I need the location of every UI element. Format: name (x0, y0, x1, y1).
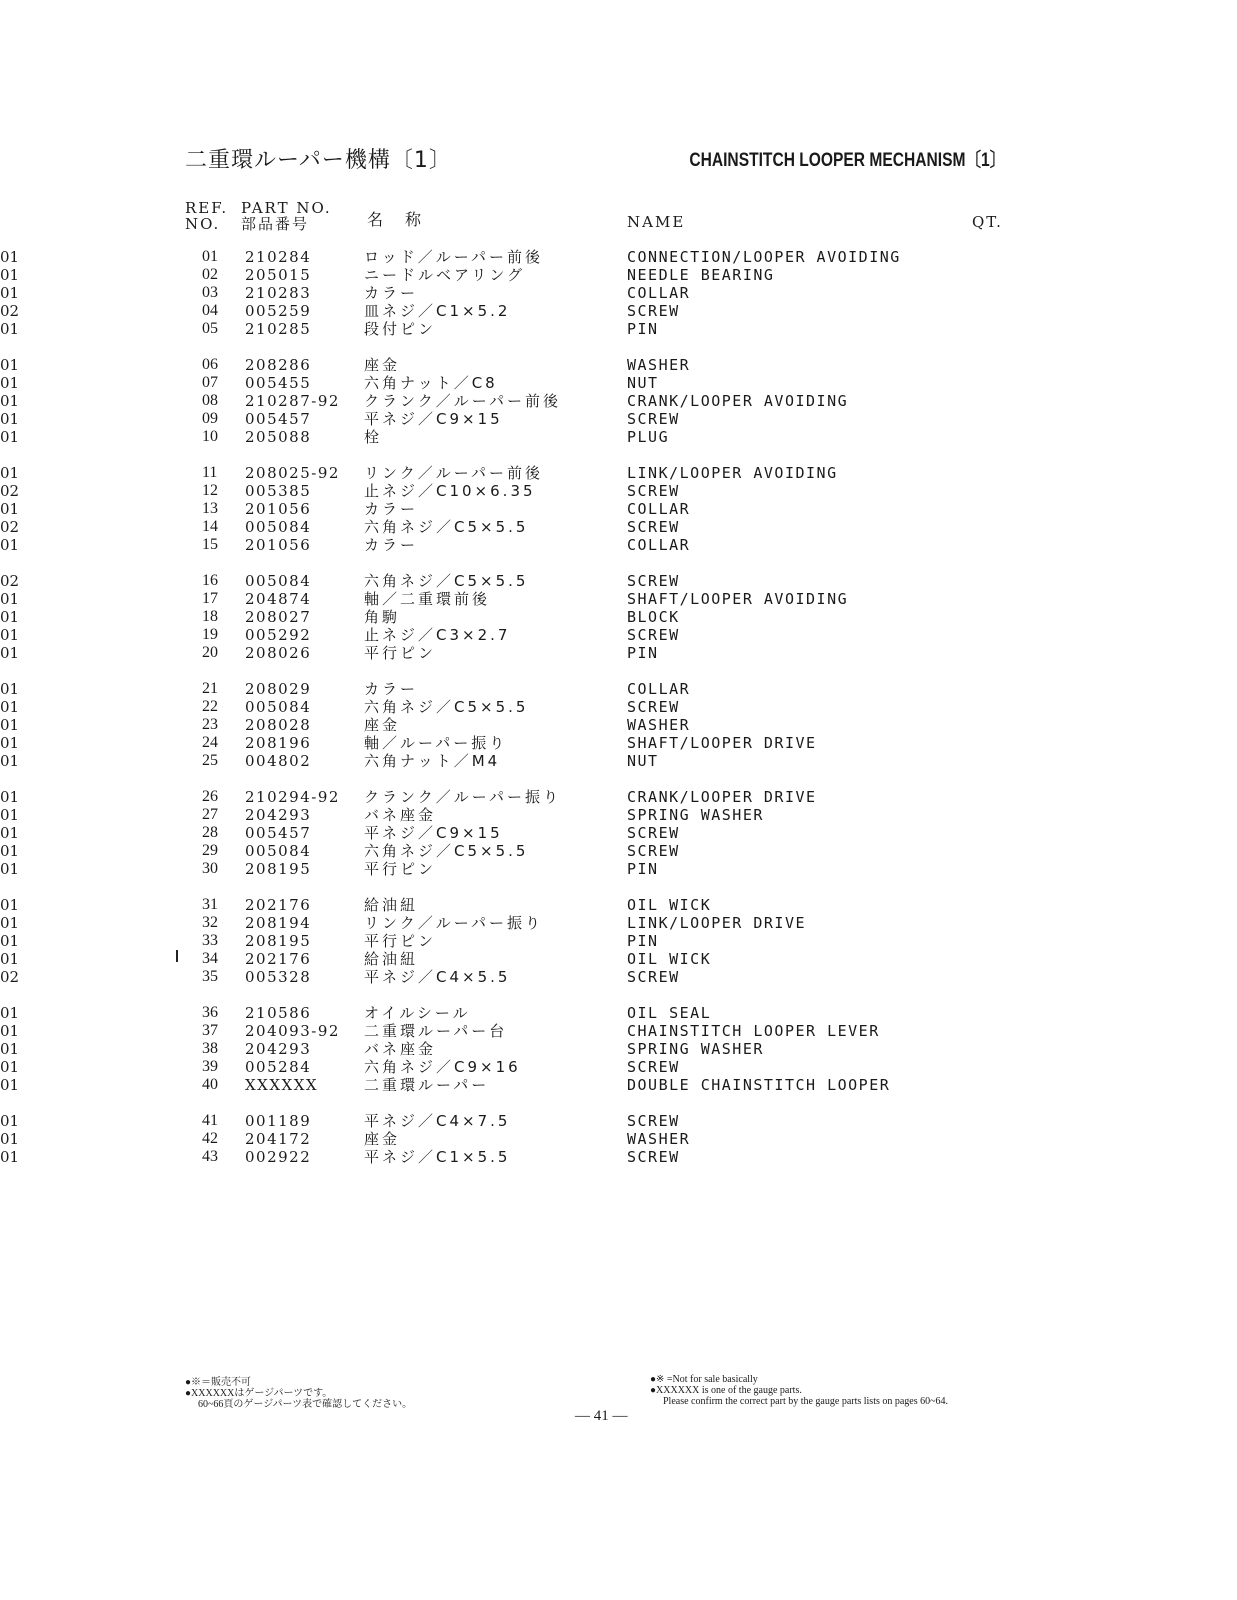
table-row (0, 752, 1237, 770)
part-name: SCREW (627, 1058, 680, 1076)
jp-name: 止ネジ／C10×6.35 (364, 482, 536, 500)
table-row (0, 1040, 1237, 1058)
footnote-en-line: ●※ =Not for sale basically (650, 1374, 758, 1385)
jp-name: ロッド／ルーパー前後 (364, 248, 543, 266)
jp-name: 六角ナット／M4 (364, 752, 501, 770)
ref-number: 32 (202, 914, 218, 931)
ref-number: 35 (202, 968, 218, 985)
part-number: 210284 (245, 248, 312, 266)
part-name: SCREW (627, 698, 680, 716)
jp-name: 平行ピン (364, 644, 437, 662)
part-name: SCREW (627, 842, 680, 860)
ref-number: 41 (202, 1112, 218, 1129)
table-row (0, 392, 1237, 410)
jp-name: ニードルベアリング (364, 266, 526, 284)
part-number: 208286 (245, 356, 312, 374)
part-name: DOUBLE CHAINSTITCH LOOPER (627, 1076, 891, 1094)
quantity: 01 (0, 860, 20, 878)
table-row (0, 968, 1237, 986)
ref-number: 34 (202, 950, 218, 967)
jp-name: 六角ナット／C8 (364, 374, 498, 392)
part-name: OIL WICK (627, 950, 712, 968)
table-row (0, 464, 1237, 482)
quantity: 01 (0, 374, 20, 392)
part-number: 204293 (245, 806, 312, 824)
quantity: 01 (0, 392, 20, 410)
quantity: 02 (0, 302, 20, 320)
table-row (0, 824, 1237, 842)
part-number: 005084 (245, 572, 312, 590)
footnote-en-line: ●XXXXXX is one of the gauge parts. (650, 1385, 802, 1396)
table-row (0, 860, 1237, 878)
part-number: 208029 (245, 680, 312, 698)
ref-number: 31 (202, 896, 218, 913)
quantity: 01 (0, 680, 20, 698)
column-header-name: NAME (627, 213, 686, 231)
part-number: 004802 (245, 752, 312, 770)
jp-name: 給油紐 (364, 950, 419, 968)
jp-name: 平ネジ／C4×5.5 (364, 968, 511, 986)
ref-number: 36 (202, 1004, 218, 1021)
table-row (0, 698, 1237, 716)
table-row (0, 734, 1237, 752)
quantity: 01 (0, 788, 20, 806)
quantity: 01 (0, 950, 20, 968)
column-header-part-no: PART NO. 部品番号 (241, 199, 332, 233)
ref-number: 22 (202, 698, 218, 715)
quantity: 01 (0, 734, 20, 752)
ref-number: 06 (202, 356, 218, 373)
jp-name: リンク／ルーパー前後 (364, 464, 543, 482)
jp-name: カラー (364, 284, 419, 302)
part-name: OIL SEAL (627, 1004, 712, 1022)
quantity: 01 (0, 626, 20, 644)
jp-name: 平ネジ／C4×7.5 (364, 1112, 511, 1130)
part-number: 208025-92 (245, 464, 340, 482)
part-name: BLOCK (627, 608, 680, 626)
column-header-jp-name: 名称 (367, 210, 444, 229)
table-row (0, 680, 1237, 698)
part-name: SCREW (627, 626, 680, 644)
quantity: 01 (0, 1058, 20, 1076)
jp-name: 止ネジ／C3×2.7 (364, 626, 511, 644)
parts-group (0, 1004, 1237, 1094)
table-row (0, 248, 1237, 266)
table-row (0, 1112, 1237, 1130)
jp-name: 給油紐 (364, 896, 419, 914)
jp-name: カラー (364, 536, 419, 554)
quantity: 01 (0, 1076, 20, 1094)
part-number: 208196 (245, 734, 312, 752)
ref-number: 43 (202, 1148, 218, 1165)
quantity: 01 (0, 1130, 20, 1148)
part-number: 005457 (245, 410, 312, 428)
part-number: 204093-92 (245, 1022, 340, 1040)
page-number: — 41 — (575, 1408, 628, 1424)
ref-number: 18 (202, 608, 218, 625)
part-number: 005084 (245, 842, 312, 860)
part-number: 208194 (245, 914, 312, 932)
parts-group (0, 788, 1237, 878)
part-number: 210285 (245, 320, 312, 338)
part-number: 210294-92 (245, 788, 340, 806)
quantity: 01 (0, 248, 20, 266)
parts-group (0, 680, 1237, 770)
quantity: 01 (0, 284, 20, 302)
ref-number: 13 (202, 500, 218, 517)
table-row (0, 806, 1237, 824)
part-number: 208027 (245, 608, 312, 626)
part-name: COLLAR (627, 680, 691, 698)
table-row (0, 644, 1237, 662)
part-name: NEEDLE BEARING (627, 266, 775, 284)
jp-name: 皿ネジ／C1×5.2 (364, 302, 511, 320)
table-row (0, 1076, 1237, 1094)
table-row (0, 1148, 1237, 1166)
part-number: 204293 (245, 1040, 312, 1058)
quantity: 01 (0, 806, 20, 824)
footnote-jp (185, 1377, 412, 1410)
jp-name: 段付ピン (364, 320, 437, 338)
part-name: OIL WICK (627, 896, 712, 914)
part-name: SHAFT/LOOPER DRIVE (627, 734, 817, 752)
table-row (0, 374, 1237, 392)
part-name: CRANK/LOOPER DRIVE (627, 788, 817, 806)
part-name: SCREW (627, 410, 680, 428)
quantity: 01 (0, 914, 20, 932)
table-row (0, 1058, 1237, 1076)
jp-name: カラー (364, 680, 419, 698)
quantity: 01 (0, 608, 20, 626)
jp-name: 栓 (364, 428, 383, 446)
quantity: 01 (0, 536, 20, 554)
ref-number: 15 (202, 536, 218, 553)
quantity: 01 (0, 356, 20, 374)
part-name: PLUG (627, 428, 670, 446)
part-name: PIN (627, 644, 659, 662)
jp-name: 平行ピン (364, 932, 437, 950)
parts-group (0, 1112, 1237, 1166)
part-name: SCREW (627, 824, 680, 842)
ref-number: 16 (202, 572, 218, 589)
table-row (0, 608, 1237, 626)
table-row (0, 572, 1237, 590)
jp-name: 座金 (364, 716, 401, 734)
quantity: 01 (0, 644, 20, 662)
ref-number: 27 (202, 806, 218, 823)
part-number: 005259 (245, 302, 312, 320)
jp-name: バネ座金 (364, 806, 437, 824)
table-row (0, 320, 1237, 338)
jp-name: 軸／二重環前後 (364, 590, 491, 608)
ref-number: 37 (202, 1022, 218, 1039)
ref-number: 02 (202, 266, 218, 283)
quantity: 01 (0, 1022, 20, 1040)
part-number: 002922 (245, 1148, 312, 1166)
quantity: 01 (0, 1004, 20, 1022)
ref-number: 24 (202, 734, 218, 751)
jp-name: 平ネジ／C1×5.5 (364, 1148, 511, 1166)
quantity: 01 (0, 824, 20, 842)
table-row (0, 428, 1237, 446)
part-number: 205015 (245, 266, 312, 284)
quantity: 02 (0, 518, 20, 536)
jp-name: 軸／ルーパー振り (364, 734, 508, 752)
part-number: 210586 (245, 1004, 312, 1022)
quantity: 01 (0, 266, 20, 284)
ref-number: 42 (202, 1130, 218, 1147)
quantity: 01 (0, 500, 20, 518)
part-number: 204874 (245, 590, 312, 608)
jp-name: 六角ネジ／C5×5.5 (364, 698, 529, 716)
part-name: WASHER (627, 356, 691, 374)
ref-number: 03 (202, 284, 218, 301)
ref-number: 30 (202, 860, 218, 877)
quantity: 01 (0, 1112, 20, 1130)
part-name: COLLAR (627, 284, 691, 302)
part-name: NUT (627, 752, 659, 770)
part-name: SPRING WASHER (627, 1040, 764, 1058)
ref-number: 29 (202, 842, 218, 859)
table-row (0, 590, 1237, 608)
ref-number: 21 (202, 680, 218, 697)
jp-name: 座金 (364, 1130, 401, 1148)
part-name: SCREW (627, 572, 680, 590)
part-name: CHAINSTITCH LOOPER LEVER (627, 1022, 880, 1040)
table-row (0, 284, 1237, 302)
part-number: 005284 (245, 1058, 312, 1076)
jp-name: 六角ネジ／C5×5.5 (364, 518, 529, 536)
table-row (0, 500, 1237, 518)
table-row (0, 1004, 1237, 1022)
part-name: SCREW (627, 1148, 680, 1166)
part-name: PIN (627, 320, 659, 338)
ref-number: 09 (202, 410, 218, 427)
part-name: SCREW (627, 302, 680, 320)
ref-number: 05 (202, 320, 218, 337)
quantity: 01 (0, 752, 20, 770)
parts-group (0, 356, 1237, 446)
ref-number: 01 (202, 248, 218, 265)
jp-name: 平ネジ／C9×15 (364, 410, 503, 428)
column-header-ref: REF. NO. (185, 199, 229, 233)
table-row (0, 482, 1237, 500)
ref-number: 08 (202, 392, 218, 409)
part-name: WASHER (627, 1130, 691, 1148)
footnote-jp-line: 60~66頁のゲージパーツ表で確認してください。 (198, 1399, 413, 1410)
part-number: 005084 (245, 518, 312, 536)
part-name: WASHER (627, 716, 691, 734)
jp-name: 平ネジ／C9×15 (364, 824, 503, 842)
part-number: 005292 (245, 626, 312, 644)
part-name: SPRING WASHER (627, 806, 764, 824)
parts-group (0, 572, 1237, 662)
part-number: 001189 (245, 1112, 312, 1130)
jp-name: 座金 (364, 356, 401, 374)
quantity: 01 (0, 698, 20, 716)
part-name: CRANK/LOOPER AVOIDING (627, 392, 849, 410)
ref-number: 17 (202, 590, 218, 607)
quantity: 01 (0, 320, 20, 338)
quantity: 01 (0, 716, 20, 734)
quantity: 01 (0, 842, 20, 860)
quantity: 01 (0, 428, 20, 446)
table-row (0, 932, 1237, 950)
part-number: 005457 (245, 824, 312, 842)
table-row (0, 356, 1237, 374)
quantity: 01 (0, 464, 20, 482)
part-name: SCREW (627, 1112, 680, 1130)
jp-name: 六角ネジ／C5×5.5 (364, 842, 529, 860)
jp-name: 平行ピン (364, 860, 437, 878)
parts-group (0, 464, 1237, 554)
part-number: 205088 (245, 428, 312, 446)
part-name: PIN (627, 932, 659, 950)
part-number: 204172 (245, 1130, 312, 1148)
jp-name: カラー (364, 500, 419, 518)
quantity: 02 (0, 968, 20, 986)
part-name: SCREW (627, 518, 680, 536)
quantity: 01 (0, 590, 20, 608)
part-number: 208195 (245, 932, 312, 950)
ref-number: 38 (202, 1040, 218, 1057)
quantity: 01 (0, 1040, 20, 1058)
parts-group (0, 896, 1237, 986)
part-number: 005385 (245, 482, 312, 500)
part-name: COLLAR (627, 500, 691, 518)
quantity: 01 (0, 896, 20, 914)
jp-name: バネ座金 (364, 1040, 437, 1058)
part-name: PIN (627, 860, 659, 878)
table-row (0, 626, 1237, 644)
table-row (0, 266, 1237, 284)
table-row (0, 716, 1237, 734)
jp-name: 角駒 (364, 608, 401, 626)
part-name: SCREW (627, 482, 680, 500)
table-row (0, 896, 1237, 914)
footnote-en-line: Please confirm the correct part by the gauge parts lists on pages 60~64. (663, 1396, 949, 1407)
part-name: LINK/LOOPER DRIVE (627, 914, 807, 932)
parts-group (0, 248, 1237, 338)
part-name: COLLAR (627, 536, 691, 554)
part-number: 202176 (245, 950, 312, 968)
table-row (0, 950, 1237, 968)
quantity: 01 (0, 1148, 20, 1166)
ref-number: 10 (202, 428, 218, 445)
ref-number: 07 (202, 374, 218, 391)
part-number: 202176 (245, 896, 312, 914)
quantity: 02 (0, 482, 20, 500)
part-name: LINK/LOOPER AVOIDING (627, 464, 838, 482)
ref-number: 28 (202, 824, 218, 841)
part-name: CONNECTION/LOOPER AVOIDING (627, 248, 901, 266)
ref-number: 19 (202, 626, 218, 643)
part-number: 201056 (245, 500, 312, 518)
jp-name: クランク／ルーパー前後 (364, 392, 561, 410)
ref-number: 25 (202, 752, 218, 769)
ref-number: 39 (202, 1058, 218, 1075)
page-title-jp: 二重環ルーパー機構〔1〕 (185, 148, 452, 173)
table-row (0, 302, 1237, 320)
footnote-en (650, 1374, 948, 1407)
part-number: 005084 (245, 698, 312, 716)
table-row (0, 914, 1237, 932)
ref-number: 04 (202, 302, 218, 319)
footnote-jp-line: ●※＝販売不可 (185, 1377, 252, 1388)
part-number: 210283 (245, 284, 312, 302)
table-row (0, 536, 1237, 554)
jp-name: オイルシール (364, 1004, 471, 1022)
jp-name: クランク／ルーパー振り (364, 788, 561, 806)
ref-number: 40 (202, 1076, 218, 1093)
jp-name: リンク／ルーパー振り (364, 914, 543, 932)
quantity: 01 (0, 410, 20, 428)
table-row (0, 1022, 1237, 1040)
part-name: SCREW (627, 968, 680, 986)
table-row (0, 1130, 1237, 1148)
quantity: 02 (0, 572, 20, 590)
ref-number: 33 (202, 932, 218, 949)
table-row (0, 788, 1237, 806)
ref-number: 14 (202, 518, 218, 535)
part-number: XXXXXX (245, 1076, 319, 1094)
footnote-jp-line: ●XXXXXXはゲージパーツです。 (185, 1388, 333, 1399)
column-header-qty: QT. (972, 213, 1003, 231)
part-number: 208026 (245, 644, 312, 662)
part-number: 005455 (245, 374, 312, 392)
table-row (0, 518, 1237, 536)
margin-mark (176, 950, 178, 962)
jp-name: 二重環ルーパー (364, 1076, 490, 1094)
table-row (0, 842, 1237, 860)
quantity: 01 (0, 932, 20, 950)
page-title-en: CHAINSTITCH LOOPER MECHANISM〔1〕 (689, 150, 1005, 171)
jp-name: 六角ネジ／C5×5.5 (364, 572, 529, 590)
part-number: 208028 (245, 716, 312, 734)
part-number: 210287-92 (245, 392, 340, 410)
ref-number: 20 (202, 644, 218, 661)
parts-list (0, 248, 1237, 1184)
table-row (0, 410, 1237, 428)
ref-number: 23 (202, 716, 218, 733)
ref-number: 26 (202, 788, 218, 805)
part-name: NUT (627, 374, 659, 392)
part-number: 005328 (245, 968, 312, 986)
ref-number: 11 (202, 464, 218, 481)
jp-name: 二重環ルーパー台 (364, 1022, 508, 1040)
part-number: 208195 (245, 860, 312, 878)
part-name: SHAFT/LOOPER AVOIDING (627, 590, 849, 608)
part-number: 201056 (245, 536, 312, 554)
jp-name: 六角ネジ／C9×16 (364, 1058, 521, 1076)
ref-number: 12 (202, 482, 218, 499)
